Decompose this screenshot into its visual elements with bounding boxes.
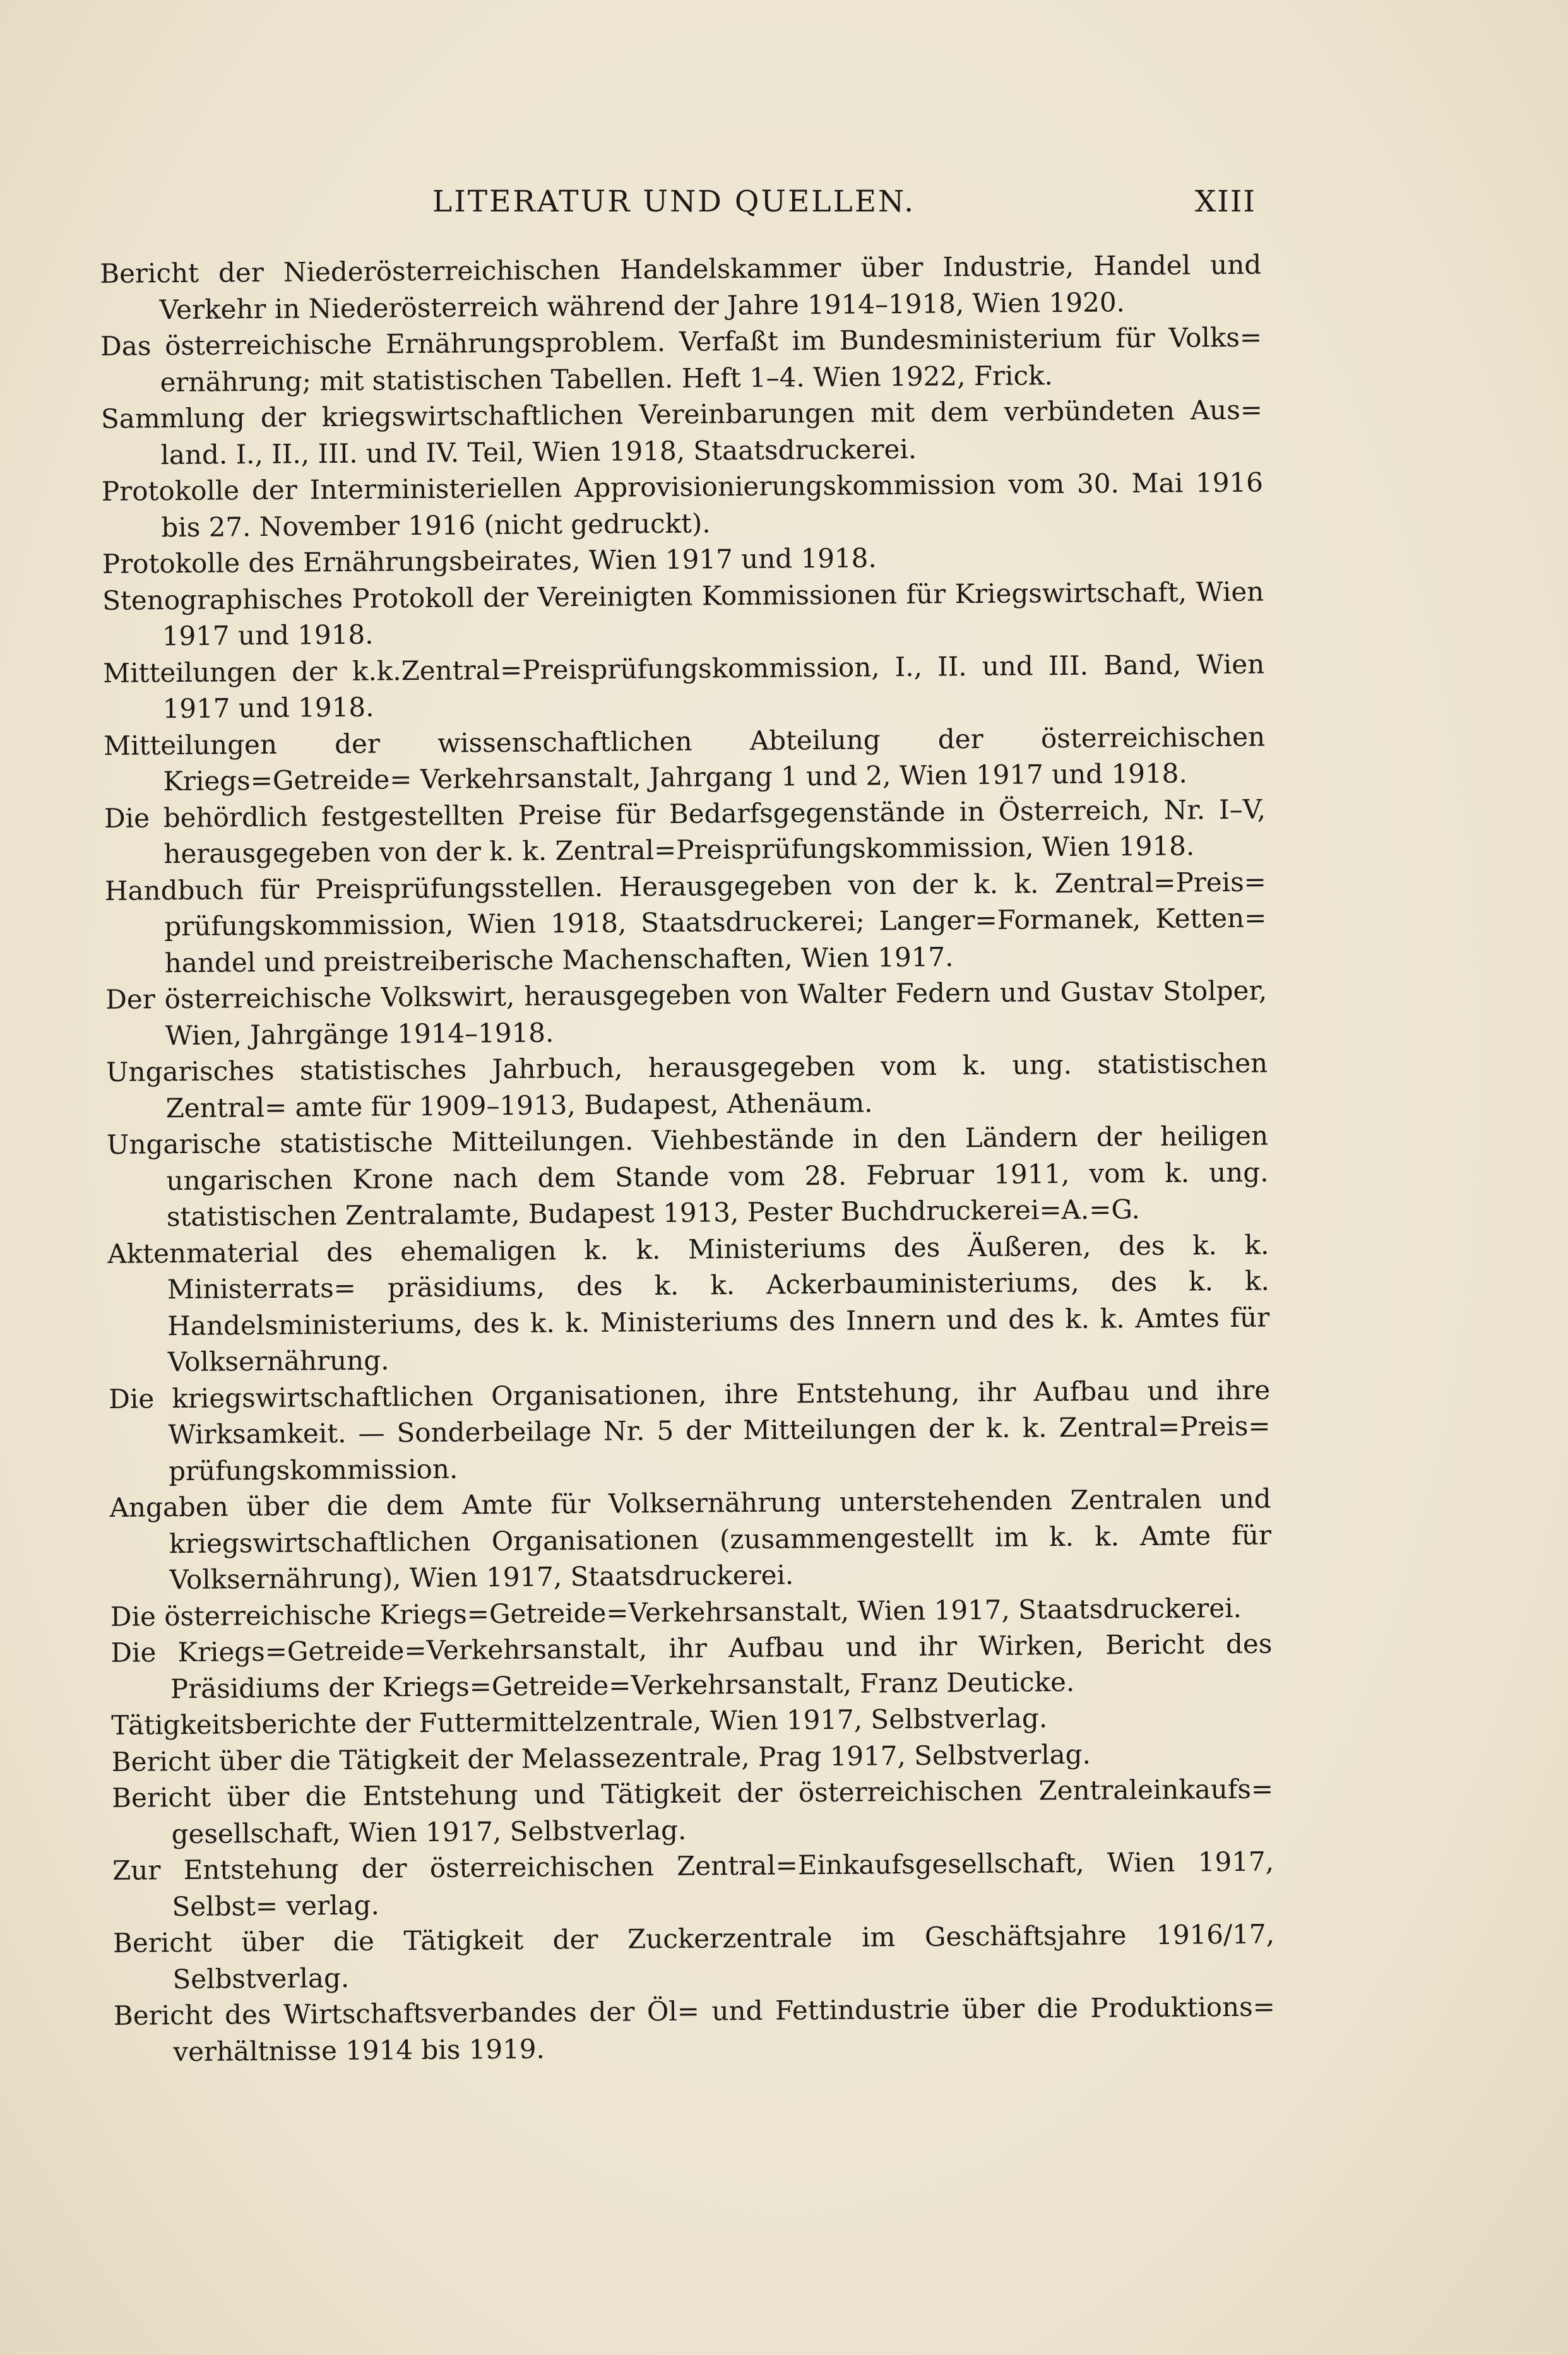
bibliography-entry: Die behördlich festgestellten Preise für Bedarfsgegenstände in Österreich, Nr. I–V, herausgegeben von der k. k. Zentral=Preisprüfungskommission, Wien 1918. (104, 793, 1266, 870)
bibliography-entry: Die kriegswirtschaftlichen Organisationen, ihre Entstehung, ihr Aufbau und ihre Wirksamkeit. — Sonderbeilage Nr. 5 der Mitteilungen der k. k. Zentral=Preis= prüfungskommission. (109, 1373, 1271, 1486)
bibliography-list (100, 247, 1276, 2070)
bibliography-entry: Bericht der Niederösterreichischen Handelskammer über Industrie, Handel und Verkehr in Niederösterreich während der Jahre 1914–1918, Wien 1920. (100, 249, 1262, 325)
bibliography-entry: Protokolle der Interministeriellen Approvisionierungskommission vom 30. Mai 1916 bis 27. November 1916 (nicht gedruckt). (101, 466, 1264, 543)
bibliography-entry: Die österreichische Kriegs=Getreide=Verkehrsanstalt, Wien 1917, Staatsdruckerei. (110, 1592, 1242, 1632)
bibliography-entry: Sammlung der kriegswirtschaftlichen Vereinbarungen mit dem verbündeten Aus= land. I., II., III. und IV. Teil, Wien 1918, Staatsdruckerei. (100, 394, 1263, 470)
running-head-title: LITERATUR UND QUELLEN. (432, 184, 916, 219)
bibliography-entry: Ungarisches statistisches Jahrbuch, herausgegeben vom k. ung. statistischen Zentral= amte für 1909–1913, Budapest, Athenäum. (105, 1047, 1268, 1124)
bibliography-entry: Bericht über die Tätigkeit der Zuckerzentrale im Geschäftsjahre 1916/17, Selbstverlag. (112, 1918, 1275, 1995)
bibliography-entry: Angaben über die dem Amte für Volksernährung unterstehenden Zentralen und kriegswirtschaftlichen Organisationen (zusammengestellt im k. k. Amte für Volksernährung), Wien 1917, Staatsdruckerei. (109, 1483, 1272, 1596)
page-number: XIII (1194, 184, 1256, 219)
bibliography-entry: Zur Entstehung der österreichischen Zentral=Einkaufsgesellschaft, Wien 1917, Selbst= verlag. (112, 1846, 1274, 1922)
bibliography-entry: Mitteilungen der k.k.Zentral=Preisprüfungskommission, I., II. und III. Band, Wien 1917 und 1918. (102, 648, 1265, 725)
bibliography-entry: Ungarische statistische Mitteilungen. Viehbestände in den Ländern der heiligen ungarischen Krone nach dem Stande vom 28. Februar 1911, vom k. ung. statistischen Zentralamte, Budapest 1913, Pester Buchdruckerei=A.=G. (106, 1120, 1269, 1233)
bibliography-entry: Tätigkeitsberichte der Futtermittelzentrale, Wien 1917, Selbstverlag. (111, 1702, 1048, 1741)
bibliography-entry: Bericht des Wirtschaftsverbandes der Öl= und Fettindustrie über die Produktions= verhältnisse 1914 bis 1919. (113, 1991, 1276, 2067)
bibliography-entry: Stenographisches Protokoll der Vereinigten Kommissionen für Kriegswirtschaft, Wien 1917 und 1918. (102, 576, 1264, 652)
bibliography-entry: Bericht über die Tätigkeit der Melassezentrale, Prag 1917, Selbstverlag. (111, 1738, 1091, 1777)
bibliography-entry: Das österreichische Ernährungsproblem. Verfaßt im Bundesministerium für Volks= ernährung; mit statistischen Tabellen. Heft 1–4. Wien 1922, Frick. (100, 321, 1262, 398)
bibliography-entry: Aktenmaterial des ehemaligen k. k. Ministeriums des Äußeren, des k. k. Ministerrats= präsidiums, des k. k. Ackerbauministeriums, des k. k. Handelsministeriums, des k. k. Ministeriums des Innern und des k. k. Amtes für Volksernährung. (107, 1229, 1270, 1378)
bibliography-entry: Bericht über die Entstehung und Tätigkeit der österreichischen Zentraleinkaufs= gesellschaft, Wien 1917, Selbstverlag. (111, 1773, 1274, 1849)
running-head (101, 184, 1256, 228)
bibliography-entry: Mitteilungen der wissenschaftlichen Abteilung der österreichischen Kriegs=Getreide= Verkehrsanstalt, Jahrgang 1 und 2, Wien 1917 und 1918. (103, 721, 1266, 797)
bibliography-entry: Der österreichische Volkswirt, herausgegeben von Walter Federn und Gustav Stolper, Wien, Jahrgänge 1914–1918. (105, 975, 1268, 1051)
bibliography-entry: Handbuch für Preisprüfungsstellen. Herausgegeben von der k. k. Zentral=Preis= prüfungskommission, Wien 1918, Staatsdruckerei; Langer=Formanek, Ketten= handel und preistreiberische Machenschaften, Wien 1917. (104, 866, 1267, 978)
bibliography-entry: Die Kriegs=Getreide=Verkehrsanstalt, ihr Aufbau und ihr Wirken, Bericht des Präsidiums der Kriegs=Getreide=Verkehrsanstalt, Franz Deuticke. (110, 1628, 1273, 1704)
bibliography-entry: Protokolle des Ernährungsbeirates, Wien 1917 und 1918. (102, 542, 877, 579)
